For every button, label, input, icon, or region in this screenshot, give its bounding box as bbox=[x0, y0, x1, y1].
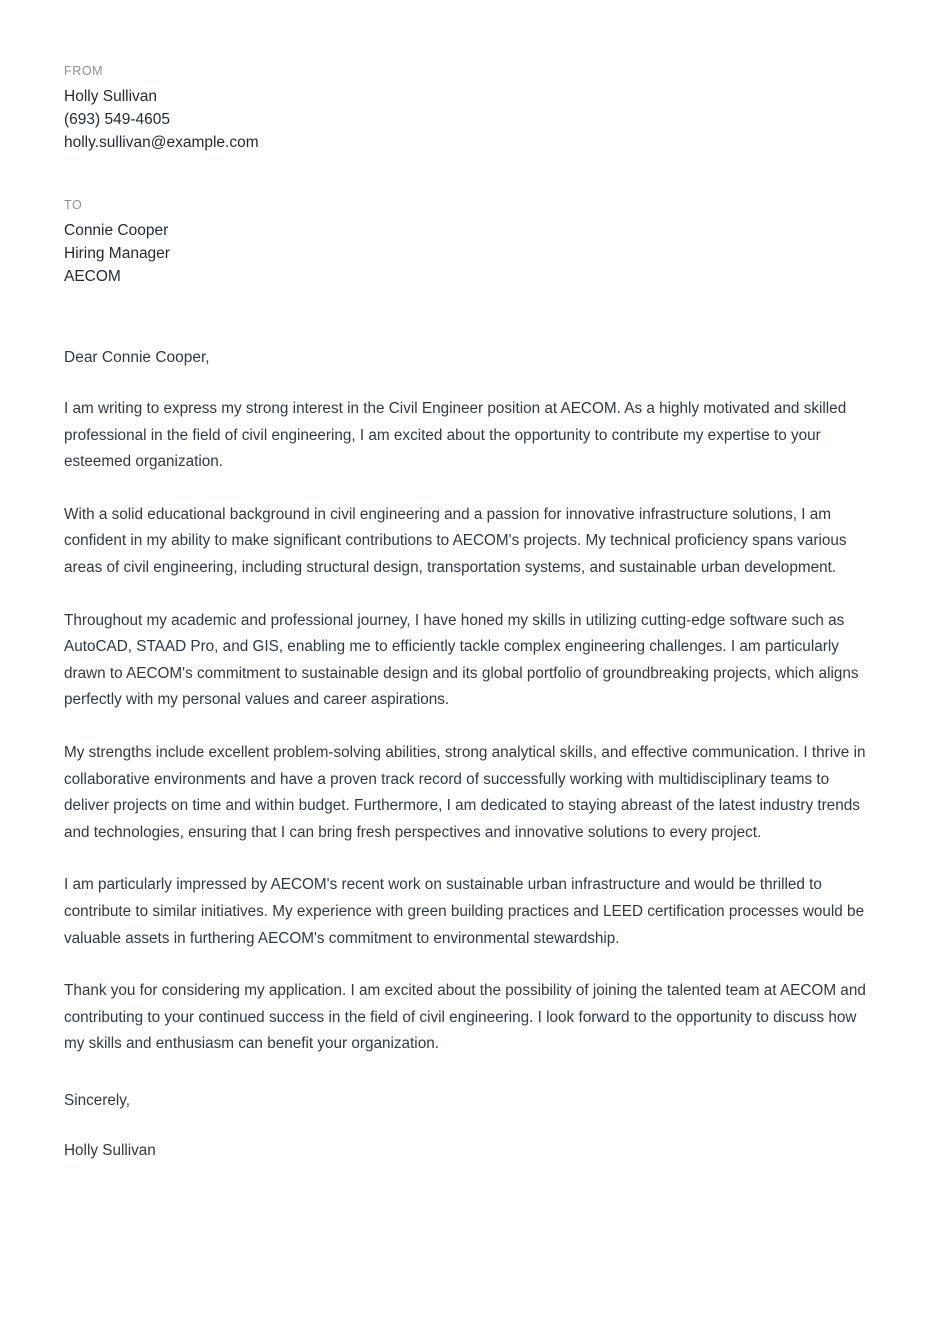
body-paragraph: My strengths include excellent problem-solving abilities, strong analytical skills, and effective communication. I thrive in collaborative environments and have a proven track record of successfully working with multidisciplinary teams to deliver projects on time and within budget. Furthermore, I am dedicated to staying abreast of the latest industry trends and technologies, ensuring that I can bring fresh perspectives and innovative solutions to every project. bbox=[64, 743, 866, 841]
closing: Sincerely, bbox=[64, 1091, 131, 1109]
body-paragraph: I am particularly impressed by AECOM's recent work on sustainable urban infrastructure and would be thrilled to contribute to similar initiatives. My experience with green building practices and LEED certification processes would be valuable assets in furthering AECOM's commitment to environmental stewardship. bbox=[64, 876, 865, 947]
sender-name: Holly Sullivan bbox=[64, 88, 158, 105]
body-paragraph: I am writing to express my strong interest in the Civil Engineer position at AECOM. As a highly motivated and skilled professional in the field of civil engineering, I am excited about the opportunity to contribute my expertise to your esteemed organization. bbox=[64, 400, 847, 471]
recipient-company: AECOM bbox=[64, 268, 121, 285]
signature-name: Holly Sullivan bbox=[64, 1141, 156, 1159]
sender-block bbox=[64, 64, 876, 154]
recipient-block bbox=[64, 198, 876, 288]
from-label: FROM bbox=[64, 64, 104, 78]
sender-phone: (693) 549-4605 bbox=[64, 111, 170, 128]
recipient-title: Hiring Manager bbox=[64, 245, 170, 262]
body-paragraph: Thank you for considering my application. I am excited about the possibility of joining the talented team at AECOM and contributing to your continued success in the field of civil engineering. I look forward to the opportunity to discuss how my skills and enthusiasm can benefit your organization. bbox=[64, 982, 866, 1053]
to-label: TO bbox=[64, 198, 83, 212]
sender-email: holly.sullivan@example.com bbox=[64, 134, 259, 151]
body-paragraph: With a solid educational background in civil engineering and a passion for innovative infrastructure solutions, I am confident in my ability to make significant contributions to AECOM's projects. My technical proficiency spans various areas of civil engineering, including structural design, transportation systems, and sustainable urban development. bbox=[64, 505, 847, 576]
body-paragraph: Throughout my academic and professional journey, I have honed my skills in utilizing cutting-edge software such as AutoCAD, STAAD Pro, and GIS, enabling me to efficiently tackle complex engineering challenges. I am particularly drawn to AECOM's commitment to sustainable design and its global portfolio of groundbreaking projects, which aligns perfectly with my personal values and career aspirations. bbox=[64, 611, 859, 709]
salutation: Dear Connie Cooper, bbox=[64, 349, 210, 366]
recipient-name: Connie Cooper bbox=[64, 222, 169, 239]
